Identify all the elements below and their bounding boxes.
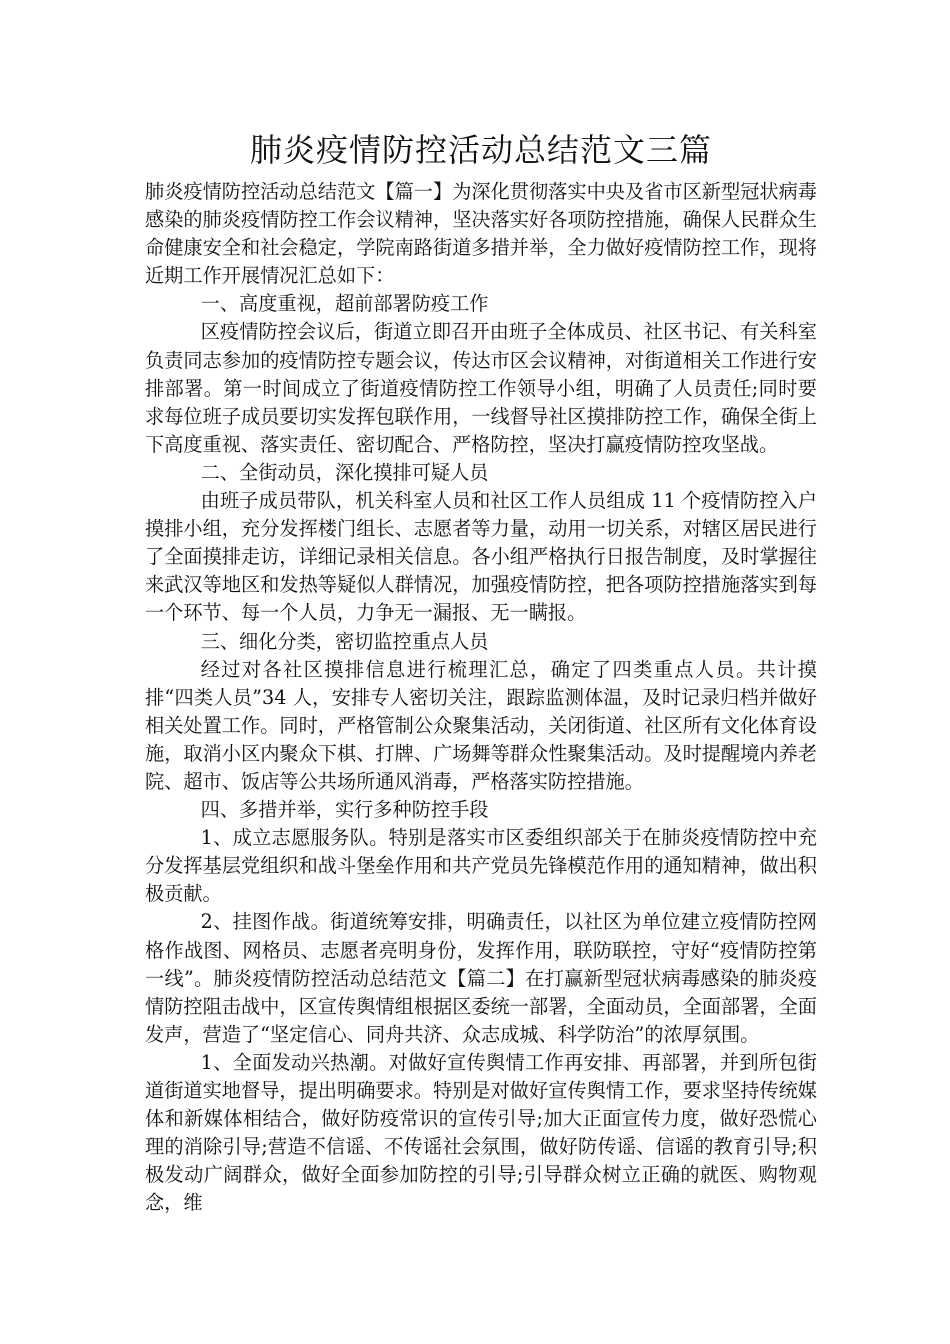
paragraph: 2、挂图作战。街道统筹安排，明确责任，以社区为单位建立疫情防控网格作战图、网格员、志愿者亮明身份，发挥作用，联防联控，守好“疫情防控第一线”。肺炎疫情防控活动总结范文【篇二】在打赢新型冠状病毒感染的肺炎疫情防控阻击战中，区宣传舆情组根据区委统一部署，全面动员，全面部署，全面发声，营造了“坚定信心、同舟共济、众志成城、科学防治”的浓厚氛围。 [145,910,817,1046]
section-heading: 一、高度重视，超前部署防疫工作 [200,292,489,316]
paragraph: 1、全面发动兴热潮。对做好宣传舆情工作再安排、再部署，并到所包街道街道实地督导，提出明确要求。特别是对做好宣传舆情工作，要求坚持传统媒体和新媒体相结合，做好防疫常识的宣传引导;加大正面宣传力度，做好恐慌心理的消除引导;营造不信谣、不传谣社会氛围，做好防传谣、信谣的教育引导;积极发动广阔群众，做好全面参加防控的引导;引导群众树立正确的就医、购物观念，维 [145,1050,817,1215]
section-heading: 二、全街动员，深化摸排可疑人员 [200,460,489,484]
section-heading: 三、细化分类，密切监控重点人员 [200,629,489,653]
paragraph: 肺炎疫情防控活动总结范文【篇一】为深化贯彻落实中央及省市区新型冠状病毒感染的肺炎疫情防控工作会议精神，坚决落实好各项防控措施，确保人民群众生命健康安全和社会稳定，学院南路街道多措并举，全力做好疫情防控工作，现将近期工作开展情况汇总如下： [145,180,817,288]
paragraph: 经过对各社区摸排信息进行梳理汇总，确定了四类重点人员。共计摸排“四类人员”34 人，安排专人密切关注，跟踪监测体温，及时记录归档并做好相关处置工作。同时，严格管制公众聚集活动，关闭街道、社区所有文化体育设施，取消小区内聚众下棋、打牌、广场舞等群众性聚集活动。及时提醒境内养老院、超市、饭店等公共场所通风消毒，严格落实防控措施。 [145,657,817,793]
document-body [145,128,817,1217]
section-heading: 四、多措并举，实行多种防控手段 [200,798,489,822]
paragraph: 1、成立志愿服务队。特别是落实市区委组织部关于在肺炎疫情防控中充分发挥基层党组织和战斗堡垒作用和共产党员先锋模范作用的通知精神，做出积极贡献。 [145,826,817,906]
document-title: 肺炎疫情防控活动总结范文三篇 [249,131,712,169]
document-text [145,178,817,1217]
paragraph: 由班子成员带队，机关科室人员和社区工作人员组成 11 个疫情防控入户摸排小组，充分发挥楼门组长、志愿者等力量，动用一切关系，对辖区居民进行了全面摸排走访，详细记录相关信息。各小组严格执行日报告制度，及时掌握往来武汉等地区和发热等疑似人群情况，加强疫情防控，把各项防控措施落实到每一个环节、每一个人员，力争无一漏报、无一瞒报。 [145,489,817,625]
paragraph: 区疫情防控会议后，街道立即召开由班子全体成员、社区书记、有关科室负责同志参加的疫情防控专题会议，传达市区会议精神，对街道相关工作进行安排部署。第一时间成立了街道疫情防控工作领导小组，明确了人员责任;同时要求每位班子成员要切实发挥包联作用，一线督导社区摸排防控工作，确保全街上下高度重视、落实责任、密切配合、严格防控，坚决打赢疫情防控攻坚战。 [145,320,817,456]
